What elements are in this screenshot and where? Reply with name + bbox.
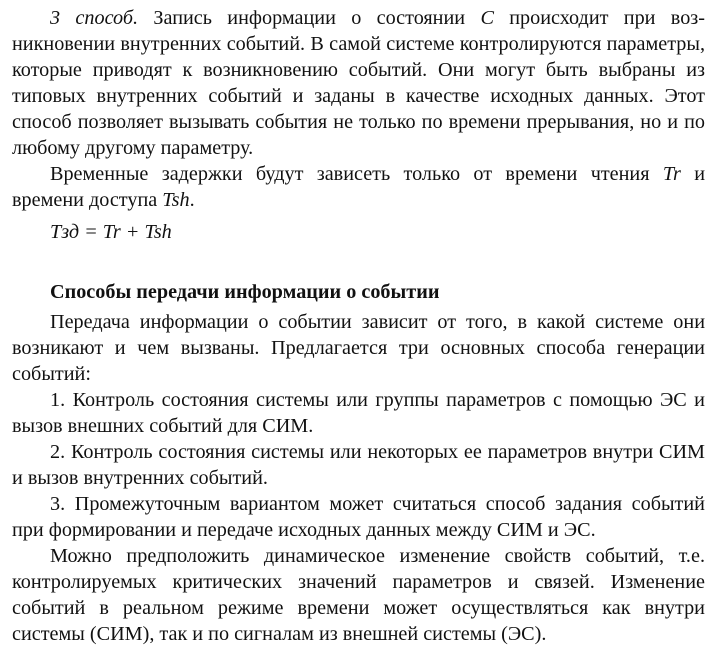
paragraph-text: Временные задержки будут зависеть только от времени чтения — [50, 163, 663, 185]
paragraph-text: и времени доступа — [12, 163, 706, 211]
paragraph-conclusion: Можно предположить динамическое изменение свойств событий, т.е. контролируемых критических значений параметров и связей. Изменение событий в реальном режиме времени может осуществляться как внутри системы (СИМ), так и по сигналам из внешней системы (ЭС). — [12, 545, 705, 645]
read-time-symbol: Tr — [662, 163, 681, 185]
paragraph-method-3 — [12, 5, 705, 161]
access-time-symbol: Tsh — [162, 189, 190, 211]
paragraph-delays — [12, 161, 705, 213]
paragraph-text: Запись информации о состоянии — [138, 7, 481, 29]
paragraph-text: происходит при возникновении внутренних событий. В самой системе контролируются параметры, которые приводят к возникновению событий. Они могут быть выбраны из типовых внутренних событий и заданы в качестве исходных данных. Этот способ позволяет вызывать события не только по времени прерывания, но и по любому другому параметру. — [12, 7, 706, 159]
paragraph-text: . — [189, 189, 195, 211]
method-lead: 3 способ. — [50, 7, 139, 29]
state-symbol: C — [480, 7, 494, 29]
list-item-2: 2. Контроль состояния системы или некоторых ее параметров внутри СИМ и вызов внутренних событий. — [12, 441, 705, 489]
paragraph-intro: Передача информации о событии зависит от того, в какой системе они возникают и чем вызваны. Предлагается три основных способа генерации событий: — [12, 311, 705, 385]
formula-text: Tзд = Tr + Tsh — [50, 221, 172, 243]
delay-formula — [50, 219, 705, 255]
list-item-1: 1. Контроль состояния системы или группы параметров с помощью ЭС и вызов внешних событий для СИМ. — [12, 389, 705, 437]
section-heading: Способы передачи информации о событии — [50, 281, 440, 303]
list-item-3: 3. Промежуточным вариантом может считаться способ задания событий при формировании и передаче исходных данных между СИМ и ЭС. — [12, 493, 705, 541]
